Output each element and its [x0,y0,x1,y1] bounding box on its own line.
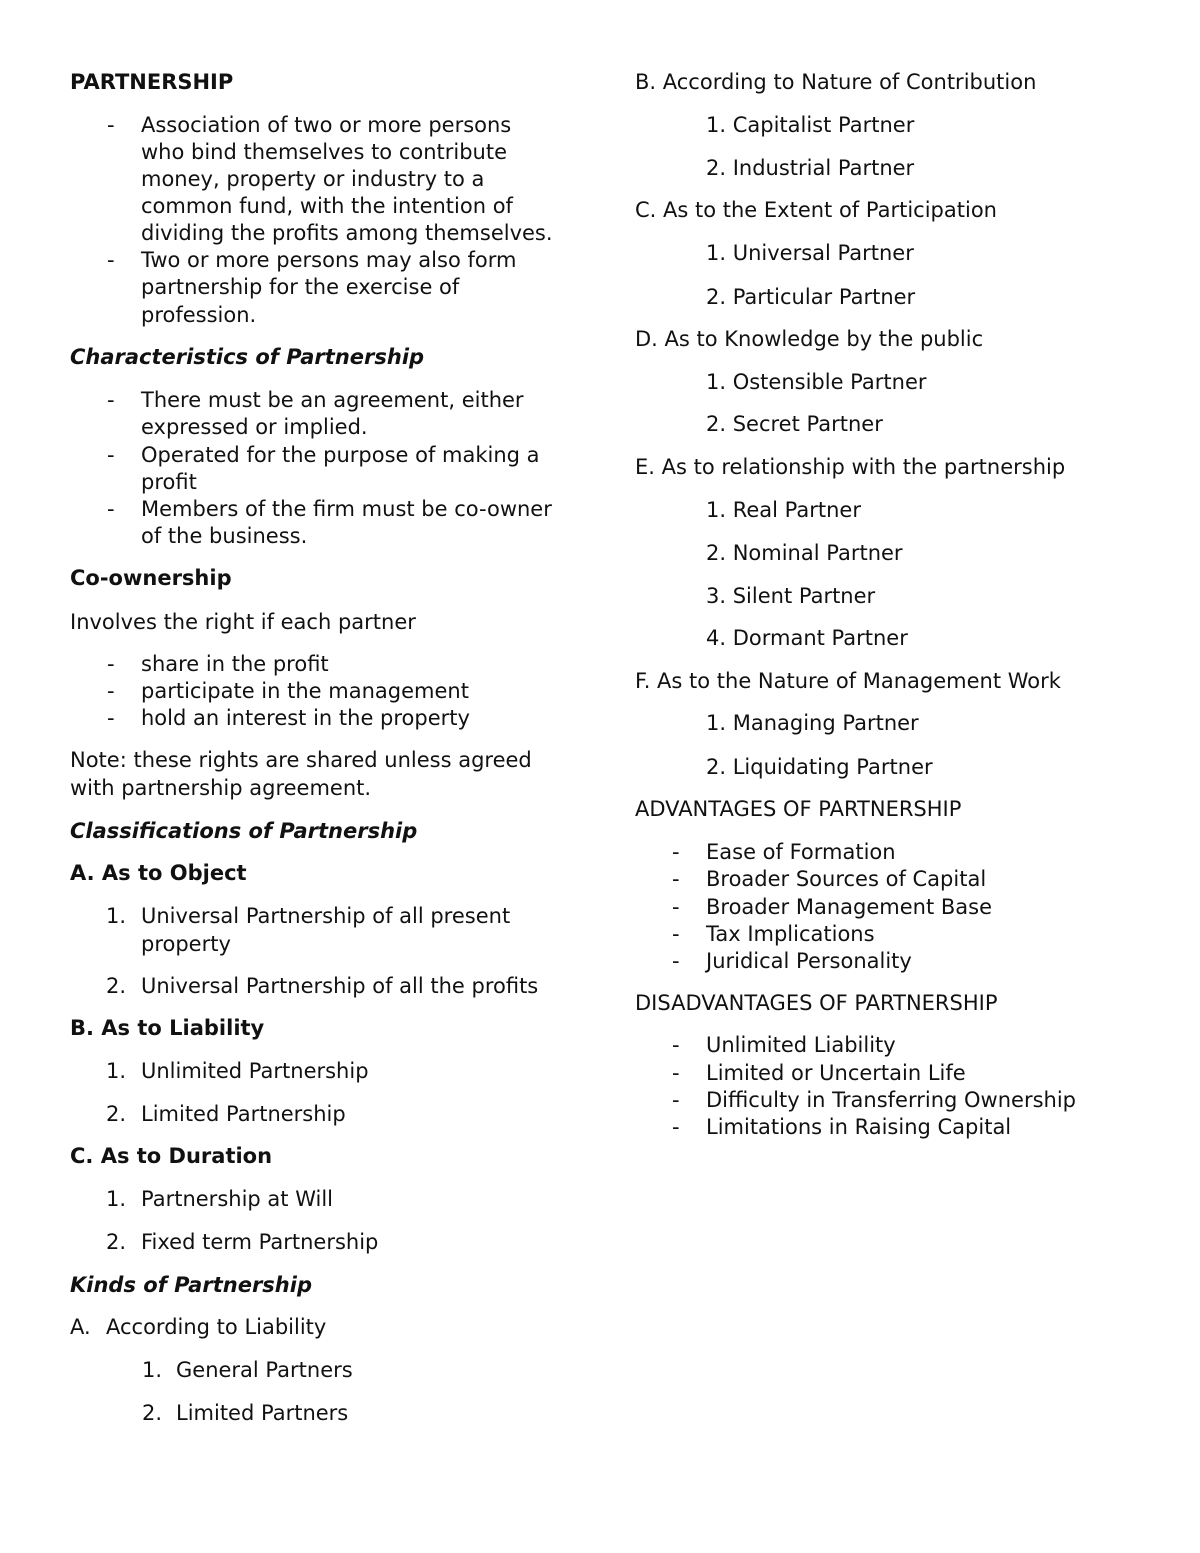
definition-1-line-4: common fund, with the intention of [141,194,513,218]
characteristic-3-line-1: Members of the firm must be co-owner [141,497,552,521]
kinds-e-item-2: 2. Nominal Partner [706,541,903,565]
kinds-e-item-3: 3. Silent Partner [706,584,876,608]
coownership-item: participate in the management [141,679,469,703]
classifications-heading: Classifications of Partnership [70,819,418,843]
dash-bullet: - [107,248,115,272]
kinds-f-item-1: 1. Managing Partner [706,711,919,735]
kinds-a-item-1: General Partners [176,1358,353,1382]
list-number: 2. [106,1230,127,1254]
kinds-f-label: F. As to the Nature of Management Work [635,669,1061,693]
dash-bullet: - [672,1061,680,1085]
kinds-e-item-1: 1. Real Partner [706,498,861,522]
disadvantage-item: Limitations in Raising Capital [706,1115,1012,1139]
kinds-e-item-4: 4. Dormant Partner [706,626,908,650]
classification-c-item-1: Partnership at Will [141,1187,333,1211]
characteristic-1-line-2: expressed or implied. [141,415,368,439]
dash-bullet: - [107,679,115,703]
dash-bullet: - [107,497,115,521]
dash-bullet: - [107,443,115,467]
characteristic-2-line-2: profit [141,470,197,494]
list-number: 1. [142,1358,163,1382]
definition-1-line-1: Association of two or more persons [141,113,512,137]
classification-c-label: C. As to Duration [70,1144,273,1168]
kinds-c-item-1: 1. Universal Partner [706,241,914,265]
kinds-c-label: C. As to the Extent of Participation [635,198,997,222]
list-number: 2. [142,1401,163,1425]
coownership-item: share in the profit [141,652,329,676]
classification-b-item-1: Unlimited Partnership [141,1059,369,1083]
definition-1-line-3: money, property or industry to a [141,167,485,191]
kinds-b-item-1: 1. Capitalist Partner [706,113,915,137]
coownership-intro: Involves the right if each partner [70,610,416,634]
kinds-f-item-2: 2. Liquidating Partner [706,755,933,779]
dash-bullet: - [107,706,115,730]
list-number: 2. [106,974,127,998]
dash-bullet: - [672,1115,680,1139]
kinds-a-label: According to Liability [106,1315,327,1339]
definition-1-line-5: dividing the profits among themselves. [141,221,553,245]
list-number: 1. [106,904,127,928]
definition-2-line-2: partnership for the exercise of [141,275,460,299]
dash-bullet: - [107,652,115,676]
definition-2-line-1: Two or more persons may also form [141,248,517,272]
kinds-e-label: E. As to relationship with the partnership [635,455,1066,479]
advantages-heading: ADVANTAGES OF PARTNERSHIP [635,797,962,821]
list-number: 2. [106,1102,127,1126]
classification-b-label: B. As to Liability [70,1016,265,1040]
disadvantage-item: Limited or Uncertain Life [706,1061,966,1085]
classification-b-item-2: Limited Partnership [141,1102,346,1126]
note-line-2: with partnership agreement. [70,776,372,800]
characteristic-2-line-1: Operated for the purpose of making a [141,443,540,467]
classification-a-item-1-line-1: Universal Partnership of all present [141,904,511,928]
kinds-c-item-2: 2. Particular Partner [706,285,916,309]
dash-bullet: - [672,922,680,946]
dash-bullet: - [672,840,680,864]
advantage-item: Broader Sources of Capital [706,867,987,891]
characteristics-heading: Characteristics of Partnership [70,345,425,369]
doc-title: PARTNERSHIP [70,70,234,94]
classification-c-item-2: Fixed term Partnership [141,1230,379,1254]
advantage-item: Broader Management Base [706,895,993,919]
coownership-heading: Co-ownership [70,566,232,590]
disadvantage-item: Unlimited Liability [706,1033,896,1057]
kinds-d-item-1: 1. Ostensible Partner [706,370,927,394]
list-number: 1. [106,1187,127,1211]
classification-a-item-1-line-2: property [141,932,231,956]
classification-a-label: A. As to Object [70,861,247,885]
classification-a-item-2: Universal Partnership of all the profits [141,974,539,998]
dash-bullet: - [672,895,680,919]
dash-bullet: - [672,1088,680,1112]
characteristic-3-line-2: of the business. [141,524,308,548]
dash-bullet: - [672,1033,680,1057]
dash-bullet: - [672,867,680,891]
kinds-a-item-2: Limited Partners [176,1401,349,1425]
list-number: 1. [106,1059,127,1083]
characteristic-1-line-1: There must be an agreement, either [141,388,524,412]
kinds-d-label: D. As to Knowledge by the public [635,327,984,351]
note-line-1: Note: these rights are shared unless agreed [70,748,532,772]
advantage-item: Tax Implications [706,922,875,946]
definition-1-line-2: who bind themselves to contribute [141,140,508,164]
kinds-b-item-2: 2. Industrial Partner [706,156,915,180]
coownership-item: hold an interest in the property [141,706,470,730]
advantage-item: Ease of Formation [706,840,896,864]
kinds-d-item-2: 2. Secret Partner [706,412,883,436]
kinds-b-label: B. According to Nature of Contribution [635,70,1037,94]
dash-bullet: - [107,388,115,412]
disadvantages-heading: DISADVANTAGES OF PARTNERSHIP [635,991,998,1015]
advantage-item: Juridical Personality [706,949,912,973]
disadvantage-item: Difficulty in Transferring Ownership [706,1088,1076,1112]
definition-2-line-3: profession. [141,303,257,327]
kinds-heading: Kinds of Partnership [70,1273,312,1297]
kinds-a-letter: A. [70,1315,91,1339]
dash-bullet: - [107,113,115,137]
dash-bullet: - [672,949,680,973]
